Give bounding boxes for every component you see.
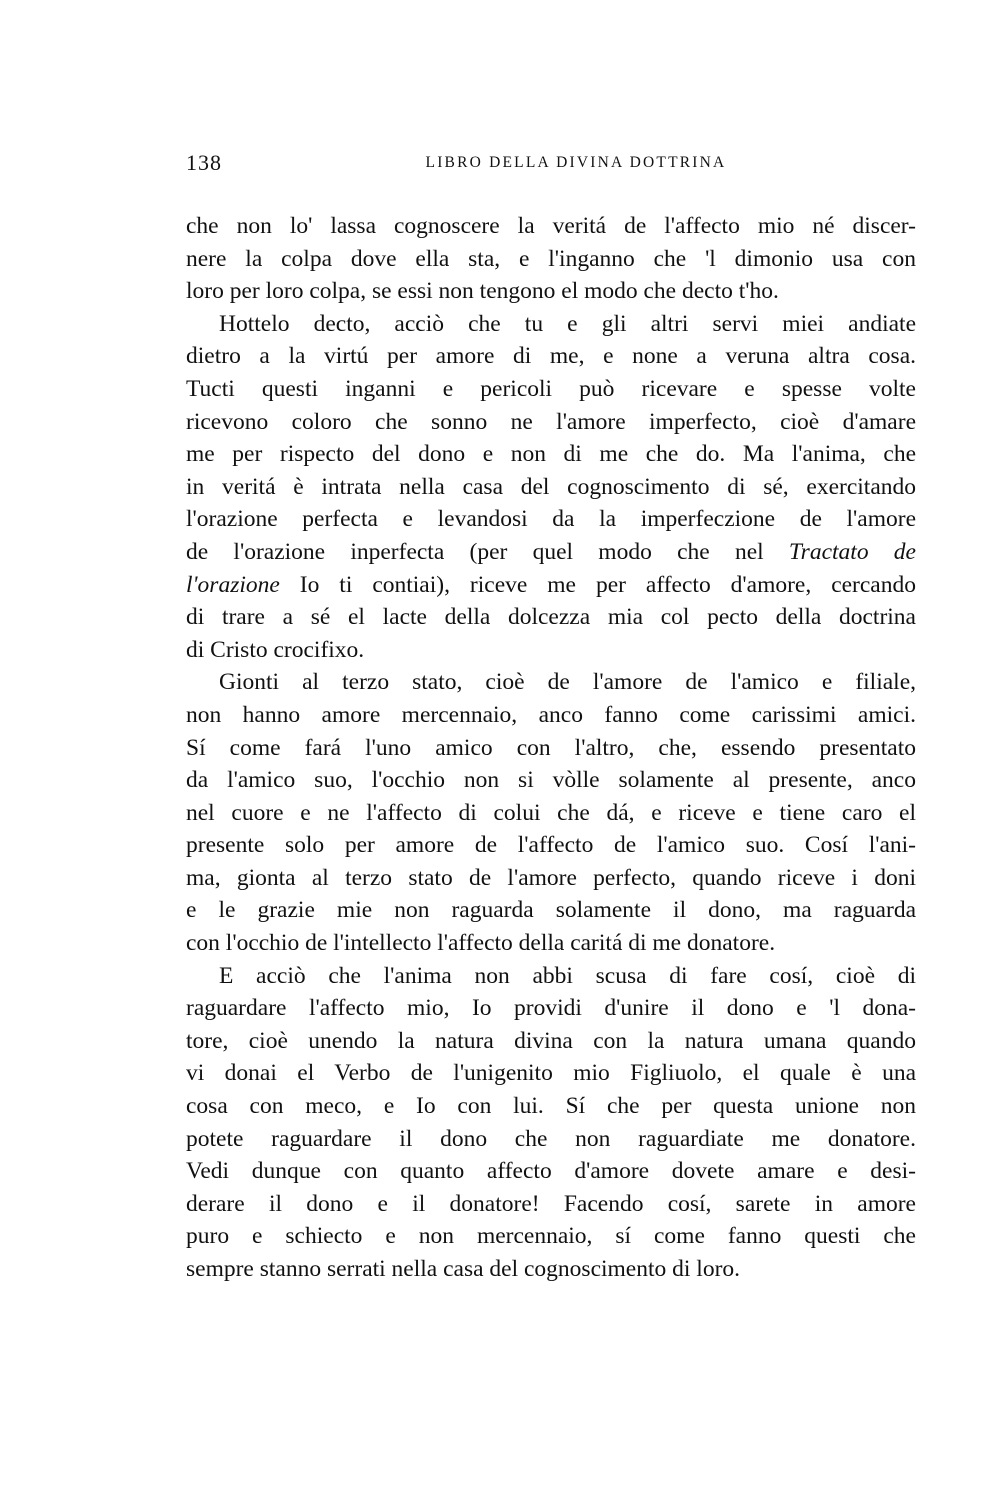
text-line: in veritá è intrata nella casa del cognoscimento di sé, exercitando — [186, 473, 916, 500]
text-line: vi donai el Verbo de l'unigenito mio Figliuolo, el quale è una — [186, 1060, 916, 1087]
page-header — [186, 150, 916, 182]
text-line: da l'amico suo, l'occhio non si vòlle solamente al presente, anco — [186, 767, 916, 794]
text-line: potete raguardare il dono che non raguardiate me donatore. — [186, 1125, 916, 1152]
page-number: 138 — [186, 150, 222, 175]
paragraph-2 — [186, 308, 916, 667]
text-line: Tucti questi inganni e pericoli può ricevare e spesse volte — [186, 375, 916, 402]
text-line: non hanno amore mercennaio, anco fanno come carissimi amici. — [186, 701, 916, 728]
text-line: Gionti al terzo stato, cioè de l'amore de l'amico e filiale, — [219, 669, 916, 696]
text-line: Vedi dunque con quanto affecto d'amore dovete amare e desi- — [186, 1158, 916, 1185]
text-line: me per rispecto del dono e non di me che do. Ma l'anima, che — [186, 441, 916, 468]
text-line: di Cristo crocifixo. — [186, 636, 365, 663]
text-line: derare il dono e il donatore! Facendo cosí, sarete in amore — [186, 1190, 916, 1217]
text-line: E acciò che l'anima non abbi scusa di fare cosí, cioè di — [219, 962, 916, 989]
text-line: ma, gionta al terzo stato de l'amore perfecto, quando riceve i doni — [186, 864, 916, 891]
text-line: e le grazie mie non raguarda solamente il dono, ma raguarda — [186, 897, 916, 924]
text-line: che non lo' lassa cognoscere la veritá de l'affecto mio né discer- — [186, 213, 916, 239]
body-text — [186, 210, 916, 1286]
text-line: dietro a la virtú per amore di me, e none a veruna altra cosa. — [186, 343, 916, 370]
text-line: ricevono coloro che sonno ne l'amore imperfecto, cioè d'amare — [186, 408, 916, 435]
italic-title-fragment: Tractato de — [788, 538, 916, 565]
text-line: raguardare l'affecto mio, Io providi d'unire il dono e 'l dona- — [186, 995, 916, 1022]
paragraph-4 — [186, 960, 916, 1286]
paragraph-3 — [186, 666, 916, 959]
text-line: Hottelo decto, acciò che tu e gli altri servi miei andiate — [219, 310, 916, 337]
text-line: Sí come fará l'uno amico con l'altro, che, essendo presentato — [186, 734, 916, 761]
text-line: nel cuore e ne l'affecto di colui che dá, e riceve e tiene caro el — [186, 799, 916, 826]
text-line: tore, cioè unendo la natura divina con la natura umana quando — [186, 1027, 916, 1054]
text-fragment: Io ti contiai), riceve me per affecto d'amore, cercando — [279, 571, 916, 598]
text-line-mixed — [186, 536, 916, 569]
text-line-mixed — [186, 569, 916, 602]
text-line: presente solo per amore de l'affecto de l'amico suo. Cosí l'ani- — [186, 832, 916, 859]
text-line: di trare a sé el lacte della dolcezza mia col pecto della doctrina — [186, 604, 916, 631]
text-line: con l'occhio de l'intellecto l'affecto della caritá di me donatore. — [186, 930, 776, 957]
text-line: nere la colpa dove ella sta, e l'inganno che 'l dimonio usa con — [186, 245, 916, 272]
text-fragment: de l'orazione inperfecta (per quel modo che nel — [186, 538, 789, 565]
text-line: puro e schiecto e non mercennaio, sí come fanno questi che — [186, 1223, 916, 1250]
paragraph-1 — [186, 210, 916, 308]
text-line: l'orazione perfecta e levandosi da la imperfeczione de l'amore — [186, 506, 916, 533]
running-title: LIBRO DELLA DIVINA DOTTRINA — [425, 154, 727, 171]
text-line: sempre stanno serrati nella casa del cognoscimento di loro. — [186, 1256, 741, 1282]
text-line: loro per loro colpa, se essi non tengono el modo che decto t'ho. — [186, 278, 779, 305]
text-line: cosa con meco, e Io con lui. Sí che per questa unione non — [186, 1093, 916, 1120]
italic-title-fragment: l'orazione — [186, 571, 280, 598]
